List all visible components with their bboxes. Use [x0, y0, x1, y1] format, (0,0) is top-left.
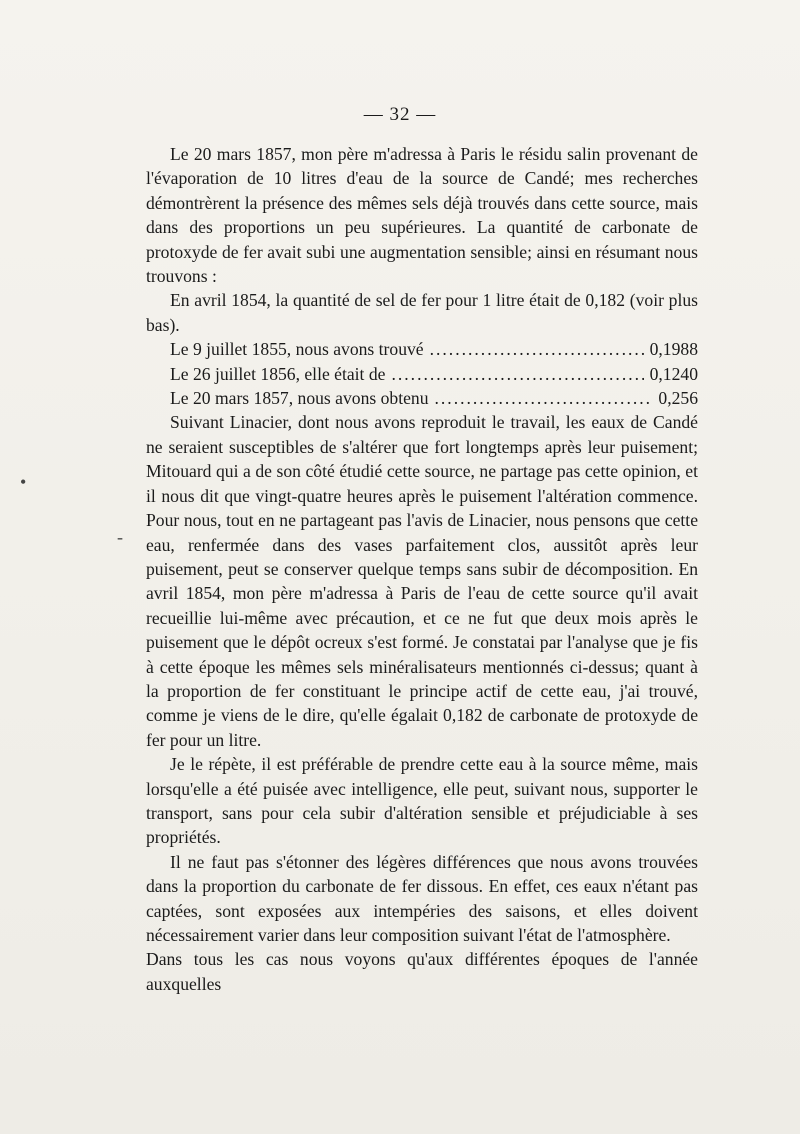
page-number: — 32 —: [363, 104, 437, 125]
measurement-row-1: [146, 337, 698, 361]
measurement-label: Le 20 mars 1857, nous avons obtenu: [170, 388, 429, 409]
measurement-value: 0,256: [658, 388, 698, 409]
leader-dots: [435, 386, 653, 410]
measurement-row-3: [146, 386, 698, 410]
leader-dots: [430, 337, 644, 361]
paragraph-4: Je le répète, il est préférable de prendre cette eau à la source même, mais lorsqu'elle a été puisée avec intelligence, elle peut, suivant nous, supporter le transport, sans pour cela subir d'altération sensible et préjudiciable à ses propriétés.: [146, 754, 698, 848]
paragraph-1: Le 20 mars 1857, mon père m'adressa à Paris le résidu salin provenant de l'évaporation de 10 litres d'eau de la source de Candé; mes recherches démontrèrent la présence des mêmes sels déjà trouvés dans cette source, mais dans des proportions un peu supérieures. La quantité de carbonate de protoxyde de fer avait subi une augmentation sensible; ainsi en résumant nous trouvons :: [146, 144, 698, 287]
paragraph-5: Il ne faut pas s'étonner des légères différences que nous avons trouvées dans la proportion du carbonate de fer dissous. En effet, ces eaux n'étant pas captées, sont exposées aux intempéries des saisons, et elles doivent nécessairement varier dans leur composition suivant l'état de l'atmosphère.: [146, 851, 698, 945]
margin-dash: -: [117, 527, 123, 547]
measurement-row-2: [146, 362, 698, 386]
body-text: [146, 142, 698, 996]
paragraph-3: Suivant Linacier, dont nous avons reproduit le travail, les eaux de Candé ne seraient susceptibles de s'altérer que fort longtemps après leur puisement; Mitouard qui a de son côté étudié cette source, ne partage pas cette opinion, et il nous dit que vingt-quatre heures après le puisement l'altération commence. Pour nous, tout en ne partageant pas l'avis de Linacier, nous pensons que cette eau, renfermée dans des vases parfaitement clos, aussitôt après leur puisement, peut se conserver quelque temps sans subir de décomposition. En avril 1854, mon père m'adressa à Paris de l'eau de cette source qu'il avait recueillie lui-même avec précaution, et ce ne fut que deux mois après le puisement que le dépôt ocreux s'est formé. Je constatai par l'analyse que je fis à cette époque les mêmes sels minéralisateurs mentionnés ci-dessus; quant à la proportion de fer constituant le principe actif de cette eau, j'ai trouvé, comme je viens de le dire, qu'elle égalait 0,182 de carbonate de protoxyde de fer pour un litre.: [146, 412, 698, 750]
measurement-value: 0,1988: [649, 339, 698, 360]
measurement-value: 0,1240: [649, 363, 698, 384]
margin-mark: •: [20, 472, 27, 492]
paragraph-6: Dans tous les cas nous voyons qu'aux différentes époques de l'année auxquelles: [146, 949, 698, 994]
measurement-label: Le 26 juillet 1856, elle était de: [170, 363, 386, 384]
paragraph-2: En avril 1854, la quantité de sel de fer pour 1 litre était de 0,182 (voir plus bas).: [146, 290, 698, 335]
leader-dots: [391, 362, 643, 386]
measurement-label: Le 9 juillet 1855, nous avons trouvé: [170, 339, 424, 360]
